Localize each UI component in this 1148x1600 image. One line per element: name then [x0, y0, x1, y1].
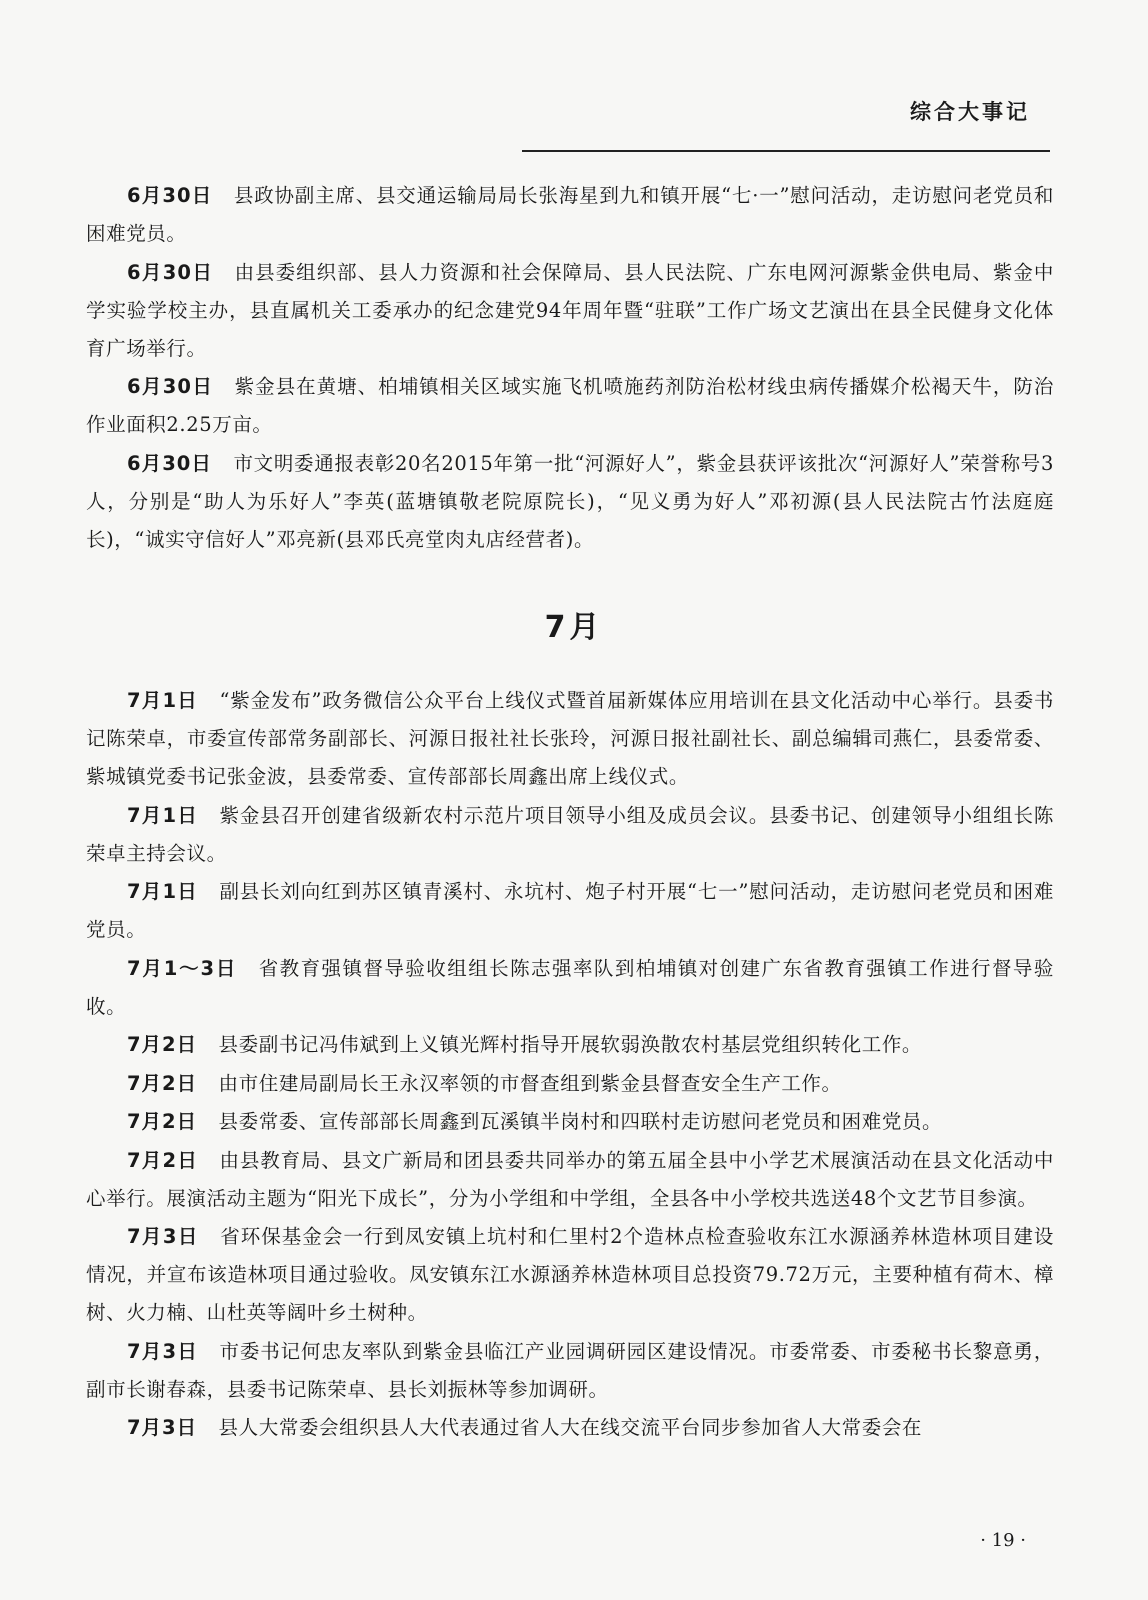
- entry-date: 7月3日: [126, 1416, 198, 1439]
- event-entry: [86, 950, 1054, 1026]
- entry-date: 7月2日: [126, 1071, 198, 1095]
- entry-text: 由县教育局、县文广新局和团县委共同举办的第五届全县中小学艺术展演活动在县文化活动中心举行。展演活动主题为“阳光下成长”，分为小学组和中学组，全县各中小学校共选送48个文艺节目参演。: [86, 1148, 1054, 1210]
- entry-date: 7月1日: [126, 880, 198, 903]
- july-entries: [86, 682, 1054, 1448]
- entry-text: 副县长刘向红到苏区镇青溪村、永坑村、炮子村开展“七一”慰问活动，走访慰问老党员和困难党员。: [86, 880, 1054, 941]
- entry-date: 7月2日: [126, 1148, 199, 1172]
- entry-text: 市委书记何忠友率队到紫金县临江产业园调研园区建设情况。市委常委、市委秘书长黎意勇，副市长谢春森，县委书记陈荣卓、县长刘振林等参加调研。: [86, 1339, 1054, 1401]
- event-entry: [86, 1065, 1054, 1103]
- entry-date: 6月30日: [126, 451, 213, 475]
- event-entry: [86, 254, 1054, 368]
- section-title: 综合大事记: [910, 100, 1030, 124]
- entry-date: 6月30日: [126, 184, 213, 207]
- event-entry: [86, 1142, 1054, 1218]
- event-entry: [86, 873, 1054, 949]
- entry-date: 7月1日: [126, 803, 199, 827]
- june-entries: [86, 177, 1054, 559]
- entry-text: 县委副书记冯伟斌到上义镇光辉村指导开展软弱涣散农村基层党组织转化工作。: [218, 1033, 923, 1056]
- entry-date: 7月3日: [126, 1339, 199, 1363]
- entry-text: 紫金县召开创建省级新农村示范片项目领导小组及成员会议。县委书记、创建领导小组组长陈荣卓主持会议。: [86, 803, 1054, 865]
- event-entry: [86, 1409, 1054, 1447]
- event-entry: [86, 1103, 1054, 1141]
- entry-text: 市文明委通报表彰20名2015年第一批“河源好人”，紫金县获评该批次“河源好人”荣誉称号3人，分别是“助人为乐好人”李英(蓝塘镇敬老院原院长)，“见义勇为好人”邓初源(县人民法院古竹法庭庭长)，“诚实守信好人”邓亮新(县邓氏亮堂肉丸店经营者)。: [86, 451, 1054, 551]
- entry-date: 7月3日: [126, 1225, 199, 1248]
- entry-text: 由县委组织部、县人力资源和社会保障局、县人民法院、广东电网河源紫金供电局、紫金中学实验学校主办，县直属机关工委承办的纪念建党94年周年暨“驻联”工作广场文艺演出在县全民健身文化体育广场举行。: [86, 260, 1054, 360]
- entry-date: 6月30日: [126, 375, 214, 398]
- entry-text: 省环保基金会一行到凤安镇上坑村和仁里村2个造林点检查验收东江水源涵养林造林项目建设情况，并宣布该造林项目通过验收。凤安镇东江水源涵养林造林项目总投资79.72万元，主要种植有荷木、樟树、火力楠、山杜英等阔叶乡土树种。: [86, 1225, 1054, 1324]
- entry-date: 7月2日: [126, 1033, 198, 1056]
- event-entry: [86, 1333, 1054, 1409]
- entry-text: 由市住建局副局长王永汉率领的市督查组到紫金县督查安全生产工作。: [218, 1071, 842, 1095]
- event-entry: [86, 1218, 1054, 1332]
- event-entry: [86, 797, 1054, 873]
- entry-date: 6月30日: [126, 260, 214, 284]
- event-entry: [86, 177, 1054, 253]
- entry-date: 7月2日: [126, 1110, 198, 1133]
- entry-text: 县委常委、宣传部部长周鑫到瓦溪镇半岗村和四联村走访慰问老党员和困难党员。: [218, 1110, 943, 1133]
- entry-text: “紫金发布”政务微信公众平台上线仪式暨首届新媒体应用培训在县文化活动中心举行。县委书记陈荣卓，市委宣传部常务副部长、河源日报社社长张玲，河源日报社副社长、副总编辑司燕仁，县委常委、紫城镇党委书记张金波，县委常委、宣传部部长周鑫出席上线仪式。: [86, 689, 1054, 788]
- entry-date: 7月1日: [126, 689, 198, 712]
- entry-date: 7月1～3日: [126, 956, 238, 980]
- month-heading: 7月: [544, 610, 604, 645]
- entry-text: 紫金县在黄塘、柏埔镇相关区域实施飞机喷施药剂防治松材线虫病传播媒介松褐天牛，防治作业面积2.25万亩。: [86, 375, 1054, 436]
- event-entry: [86, 1026, 1054, 1064]
- event-entry: [86, 682, 1054, 796]
- entry-text: 省教育强镇督导验收组组长陈志强率队到柏埔镇对创建广东省教育强镇工作进行督导验收。: [86, 956, 1054, 1018]
- header-rule: [522, 150, 1050, 152]
- entry-text: 县政协副主席、县交通运输局局长张海星到九和镇开展“七·一”慰问活动，走访慰问老党员和困难党员。: [86, 184, 1054, 245]
- entry-text: 县人大常委会组织县人大代表通过省人大在线交流平台同步参加省人大常委会在: [218, 1416, 923, 1439]
- event-entry: [86, 445, 1054, 559]
- page-number: · 19 ·: [980, 1530, 1026, 1551]
- event-entry: [86, 368, 1054, 444]
